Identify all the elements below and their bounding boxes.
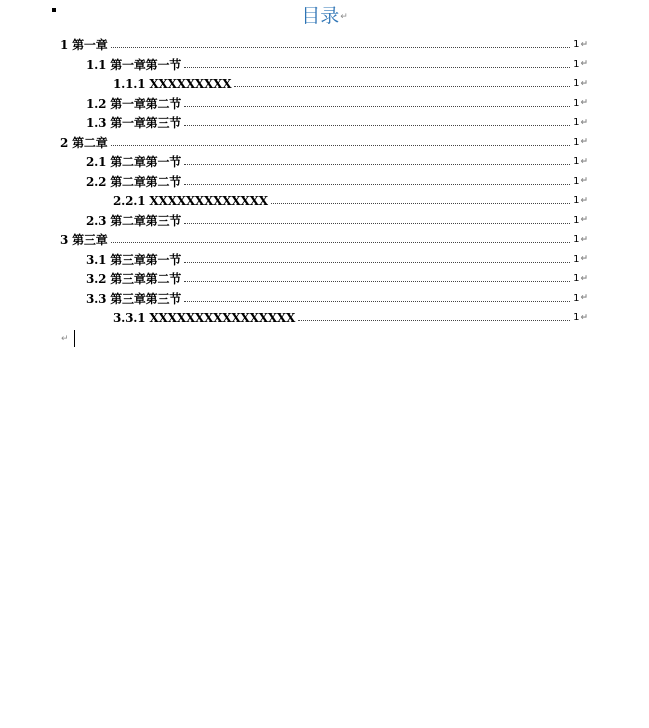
toc-page-number: 1	[573, 97, 580, 109]
paragraph-mark-icon: ↵	[580, 59, 588, 70]
toc-entry-text: 2.2.1 XXXXXXXXXXXXX	[113, 193, 268, 208]
paragraph-mark-icon: ↵	[580, 195, 588, 206]
toc-entry-text: 3.2 第三章第二节	[86, 272, 182, 287]
toc-dot-leader	[184, 281, 570, 282]
text-cursor	[74, 330, 75, 347]
toc-entry-text: 3.3.1 XXXXXXXXXXXXXXXX	[113, 310, 296, 325]
toc-dot-leader	[298, 320, 570, 321]
toc-page-number: 1	[573, 78, 580, 90]
toc-dot-leader	[111, 145, 571, 146]
toc-page-number: 1	[573, 214, 580, 226]
toc-entry-level-2[interactable]	[86, 152, 588, 172]
paragraph-mark-icon: ↵	[61, 333, 69, 344]
paragraph-mark-icon: ↵	[580, 117, 588, 128]
paragraph-mark-icon: ↵	[580, 273, 588, 284]
toc-entry-text: 2.3 第二章第三节	[86, 213, 182, 228]
toc-dot-leader	[184, 125, 570, 126]
toc-dot-leader	[111, 242, 571, 243]
toc-dot-leader	[184, 164, 570, 165]
toc-page-number: 1	[573, 312, 580, 324]
paragraph-mark-icon: ↵	[580, 39, 588, 50]
toc-entry-text: 1.1.1 XXXXXXXXX	[113, 76, 232, 91]
toc-page-number: 1	[573, 253, 580, 265]
paragraph-mark-icon: ↵	[580, 137, 588, 148]
toc-entry-level-3[interactable]	[113, 74, 588, 94]
toc-entry-level-2[interactable]	[86, 94, 588, 114]
toc-page-number: 1	[573, 175, 580, 187]
toc-page-number: 1	[573, 234, 580, 246]
paragraph-mark-icon: ↵	[580, 156, 588, 167]
toc-entry-text: 1.3 第一章第三节	[86, 116, 182, 131]
toc-dot-leader	[184, 184, 570, 185]
toc-dot-leader	[184, 301, 570, 302]
toc-entry-level-2[interactable]	[86, 269, 588, 289]
toc-dot-leader	[234, 86, 570, 87]
toc-entry-level-2[interactable]	[86, 113, 588, 133]
toc-page-number: 1	[573, 292, 580, 304]
toc-heading-text: 目录	[301, 5, 340, 27]
toc-entry-text: 3.3 第三章第三节	[86, 291, 182, 306]
toc-page-number: 1	[573, 39, 580, 51]
paragraph-mark-icon: ↵	[580, 234, 588, 245]
toc-dot-leader	[184, 67, 570, 68]
paragraph-mark-icon: ↵	[580, 254, 588, 265]
toc-entry-level-3[interactable]	[113, 308, 588, 328]
paragraph-mark-icon: ↵	[580, 98, 588, 109]
toc-entry-level-2[interactable]	[86, 211, 588, 231]
toc-entry-level-1[interactable]	[60, 35, 588, 55]
toc-dot-leader	[111, 47, 571, 48]
paragraph-mark-icon: ↵	[340, 11, 348, 22]
toc-page-number: 1	[573, 156, 580, 168]
toc-page-number: 1	[573, 273, 580, 285]
toc-entry-text: 3 第三章	[60, 233, 108, 248]
toc-entry-text: 2 第二章	[60, 135, 108, 150]
toc-entry-level-1[interactable]	[60, 230, 588, 250]
toc-entry-level-1[interactable]	[60, 133, 588, 153]
toc-heading	[0, 4, 649, 29]
paragraph-mark-icon: ↵	[580, 176, 588, 187]
toc-page-number: 1	[573, 58, 580, 70]
paragraph-mark-icon: ↵	[580, 78, 588, 89]
toc-entry-text: 2.2 第二章第二节	[86, 174, 182, 189]
toc-entry-text: 1.1 第一章第一节	[86, 57, 182, 72]
toc-dot-leader	[271, 203, 570, 204]
toc-page-number: 1	[573, 117, 580, 129]
paragraph-mark-icon: ↵	[580, 293, 588, 304]
empty-paragraph[interactable]	[60, 330, 75, 347]
toc-entry-level-2[interactable]	[86, 250, 588, 270]
toc-entry-text: 1.2 第一章第二节	[86, 96, 182, 111]
toc-entry-level-2[interactable]	[86, 289, 588, 309]
toc-page-number: 1	[573, 136, 580, 148]
paragraph-mark-icon: ↵	[580, 215, 588, 226]
toc-dot-leader	[184, 106, 570, 107]
toc-entry-text: 3.1 第三章第一节	[86, 252, 182, 267]
toc-entry-text: 1 第一章	[60, 38, 108, 53]
toc-page-number: 1	[573, 195, 580, 207]
toc-entry-level-2[interactable]	[86, 172, 588, 192]
toc-dot-leader	[184, 223, 570, 224]
toc-entry-text: 2.1 第二章第一节	[86, 155, 182, 170]
toc-entry-level-2[interactable]	[86, 55, 588, 75]
toc-entry-level-3[interactable]	[113, 191, 588, 211]
paragraph-mark-icon: ↵	[580, 312, 588, 323]
toc-dot-leader	[184, 262, 570, 263]
